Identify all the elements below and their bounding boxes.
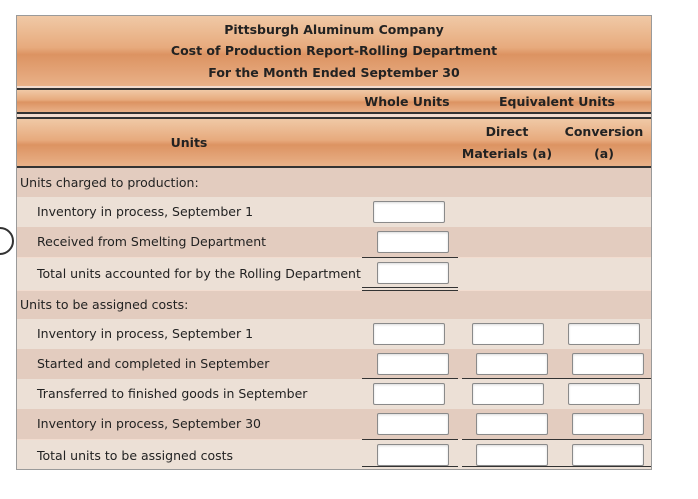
- table-row: [17, 319, 651, 349]
- direct-materials-started-completed-input[interactable]: [476, 353, 548, 375]
- direct-materials-total-assigned-input[interactable]: [476, 444, 548, 466]
- total-rule-conversion-top: [558, 466, 651, 467]
- whole-units-inventory-sept30-input[interactable]: [377, 413, 449, 435]
- total-rule-materials-top: [462, 466, 558, 467]
- conversion-total-assigned-input[interactable]: [572, 444, 644, 466]
- total-rule-materials-bottom: [462, 469, 558, 470]
- table-row: [17, 258, 651, 290]
- table-row: [17, 197, 651, 227]
- row-label-started-completed: Started and completed in September: [37, 356, 270, 371]
- table-row: [17, 227, 651, 257]
- section-label-charged: Units charged to production:: [20, 175, 199, 190]
- total-double-rule-top: [362, 287, 458, 288]
- column-group-header: [17, 88, 651, 114]
- conversion-header-line1: Conversion: [564, 124, 644, 139]
- conversion-inventory-sept30-input[interactable]: [572, 413, 644, 435]
- partial-circle-icon: [0, 227, 14, 255]
- report-title: Cost of Production Report-Rolling Department: [170, 43, 498, 58]
- table-row: [17, 349, 651, 379]
- row-label-inventory-sept1-assigned: Inventory in process, September 1: [37, 326, 254, 341]
- report-header: [17, 16, 651, 86]
- whole-units-inventory-sept1-input[interactable]: [373, 201, 445, 223]
- direct-materials-transferred-input[interactable]: [472, 383, 544, 405]
- direct-materials-inventory-sept1-input[interactable]: [472, 323, 544, 345]
- total-rule-conversion-bottom: [558, 469, 651, 470]
- direct-materials-header-line2: Materials (a): [461, 146, 553, 161]
- conversion-transferred-input[interactable]: [568, 383, 640, 405]
- row-label-inventory-sept1: Inventory in process, September 1: [37, 204, 254, 219]
- conversion-inventory-sept1-input[interactable]: [568, 323, 640, 345]
- row-label-received: Received from Smelting Department: [37, 234, 267, 249]
- company-name: Pittsburgh Aluminum Company: [224, 22, 444, 37]
- total-rule-whole-bottom: [362, 469, 458, 470]
- whole-units-received-input[interactable]: [377, 231, 449, 253]
- table-row: [17, 379, 651, 409]
- section-row-charged: [17, 168, 651, 197]
- column-header: [17, 117, 651, 168]
- conversion-header-line2: (a): [594, 146, 614, 161]
- whole-units-total-accounted-input[interactable]: [377, 262, 449, 284]
- row-label-total-assigned: Total units to be assigned costs: [37, 448, 234, 463]
- total-rule-whole-top: [362, 466, 458, 467]
- table-row: [17, 409, 651, 439]
- cost-of-production-report: [16, 15, 652, 470]
- direct-materials-inventory-sept30-input[interactable]: [476, 413, 548, 435]
- equivalent-units-header: Equivalent Units: [499, 94, 615, 109]
- whole-units-transferred-input[interactable]: [373, 383, 445, 405]
- direct-materials-header-line1: Direct: [485, 124, 529, 139]
- whole-units-header: Whole Units: [364, 94, 450, 109]
- whole-units-started-completed-input[interactable]: [377, 353, 449, 375]
- section-row-assigned: [17, 291, 651, 319]
- whole-units-total-assigned-input[interactable]: [377, 444, 449, 466]
- row-label-inventory-sept30: Inventory in process, September 30: [37, 416, 261, 431]
- conversion-started-completed-input[interactable]: [572, 353, 644, 375]
- units-header: Units: [170, 135, 208, 150]
- whole-units-inventory-sept1-assigned-input[interactable]: [373, 323, 445, 345]
- row-label-transferred: Transferred to finished goods in September: [37, 386, 308, 401]
- report-period: For the Month Ended September 30: [208, 65, 460, 80]
- section-label-assigned: Units to be assigned costs:: [20, 297, 189, 312]
- row-label-total-accounted: Total units accounted for by the Rolling Department: [37, 266, 361, 281]
